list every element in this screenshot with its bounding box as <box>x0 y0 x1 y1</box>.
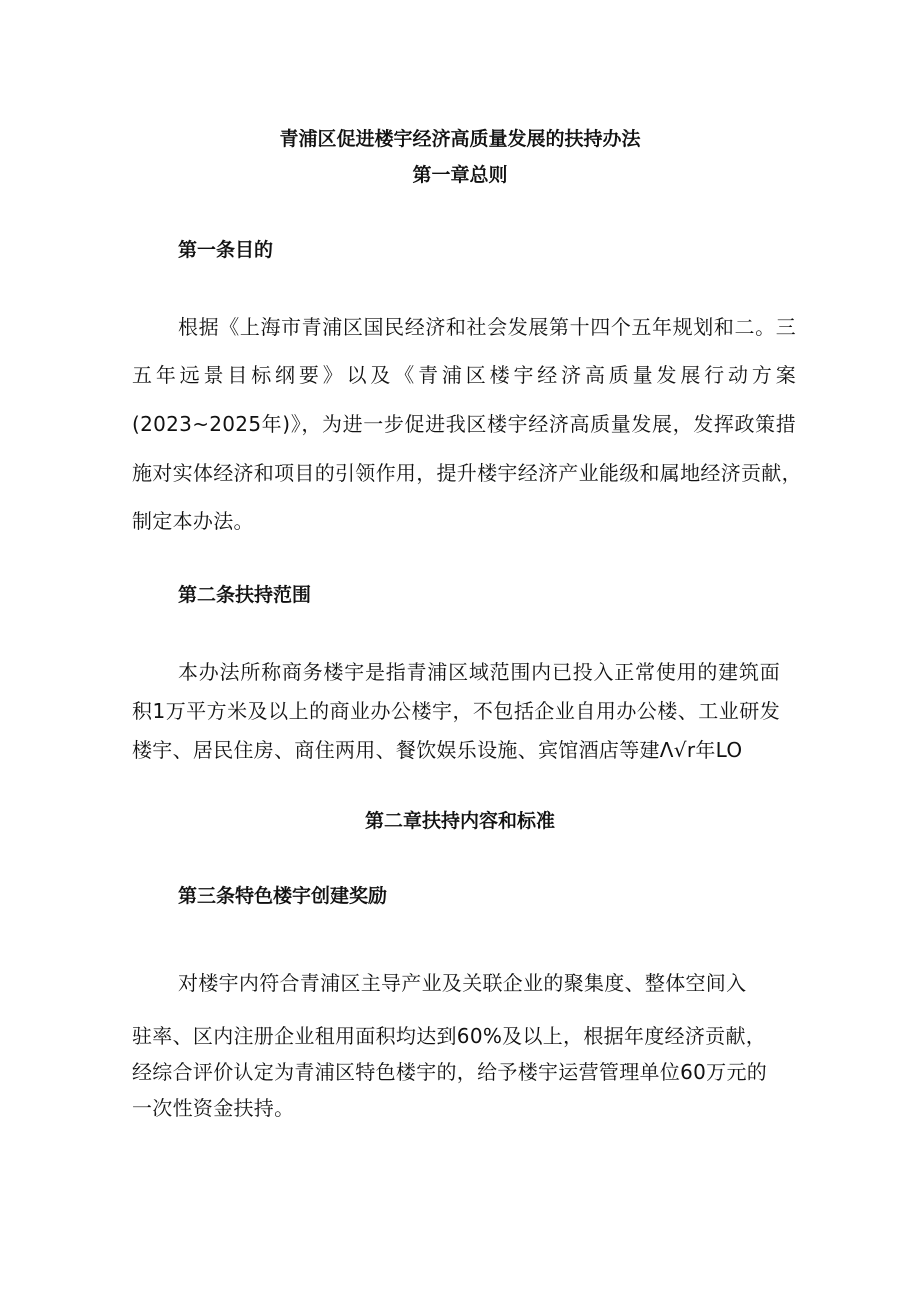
article-2-line-1: 本办法所称商务楼宇是指青浦区域范围内已投入正常使用的建筑面 <box>178 660 780 684</box>
chapter-1-title: 第一章总则 <box>412 164 508 186</box>
article-1-line-2: 五年远景目标纲要》以及《青浦区楼宇经济高质量发展行动方案 <box>132 363 796 387</box>
article-3-line-4: 一次性资金扶持。 <box>132 1096 295 1120</box>
article-3-line-1: 对楼宇内符合青浦区主导产业及关联企业的聚集度、整体空间入 <box>178 971 747 995</box>
article-1-line-5: 制定本办法。 <box>132 509 254 533</box>
article-3-line-2: 驻率、区内注册企业租用面积均达到60%及以上，根据年度经济贡献， <box>132 1024 767 1048</box>
article-3-line-3: 经综合评价认定为青浦区特色楼宇的，给予楼宇运营管理单位60万元的 <box>132 1060 768 1084</box>
article-1-line-4: 施对实体经济和项目的引领作用，提升楼宇经济产业能级和属地经济贡献， <box>132 461 802 485</box>
article-2-line-2: 积1万平方米及以上的商业办公楼宇，不包括企业自用办公楼、工业研发 <box>132 699 780 723</box>
article-1-line-3: (2023~2025年)》，为进一步促进我区楼宇经济高质量发展，发挥政策措 <box>132 412 796 436</box>
article-1-heading: 第一条目的 <box>178 239 274 261</box>
article-2-heading: 第二条扶持范围 <box>178 584 312 606</box>
article-2-line-3: 楼宇、居民住房、商住两用、餐饮娱乐设施、宾馆酒店等建Λ√r年LO <box>132 738 743 762</box>
chapter-2-title: 第二章扶持内容和标准 <box>364 810 555 832</box>
document-title: 青浦区促进楼宇经济高质量发展的扶持办法 <box>279 128 641 150</box>
article-1-line-1: 根据《上海市青浦区国民经济和社会发展第十四个五年规划和二。三 <box>178 315 796 339</box>
article-3-heading: 第三条特色楼宇创建奖励 <box>178 885 388 907</box>
